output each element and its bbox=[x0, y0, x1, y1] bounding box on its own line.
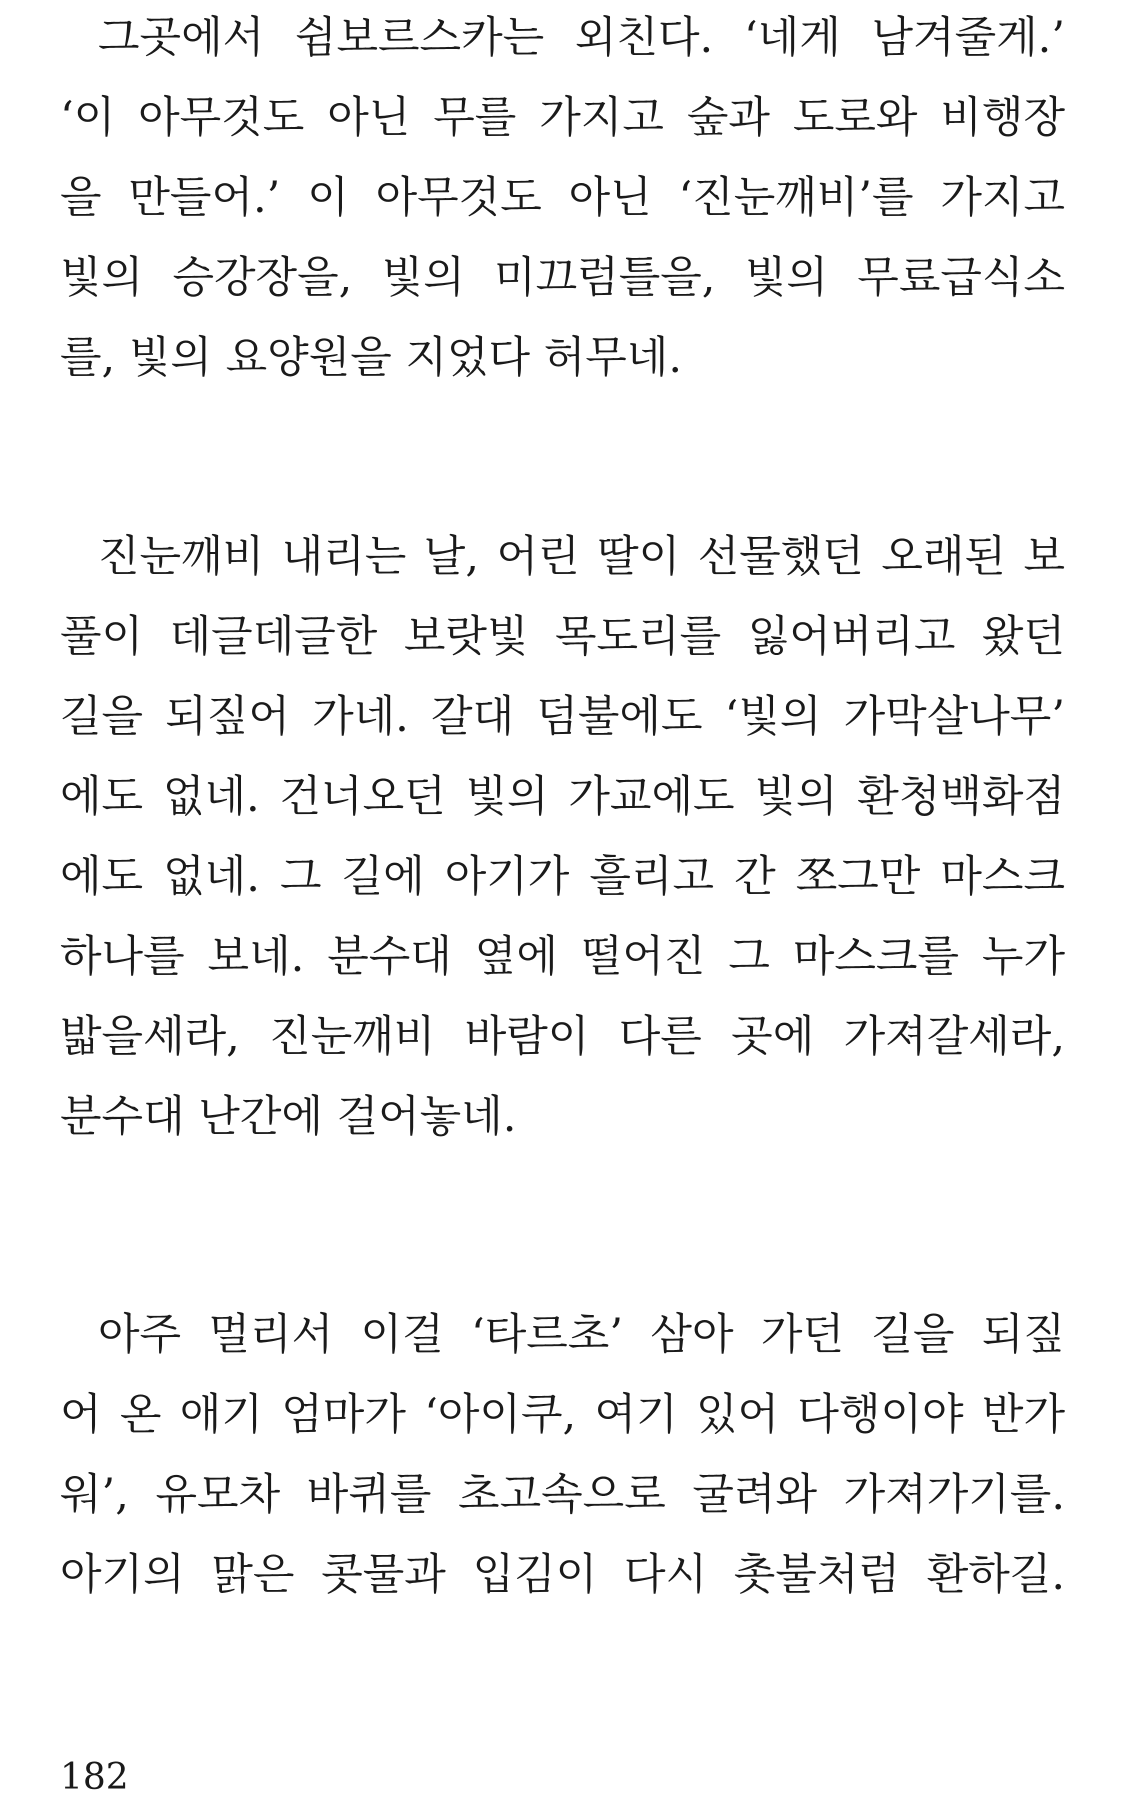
paragraph-1-line-2: ‘이 아무것도 아닌 무를 가지고 숲과 도로와 비행장 bbox=[60, 93, 1065, 143]
paragraph-2-line-8: 분수대 난간에 걸어놓네. bbox=[60, 1092, 517, 1142]
paragraph-3-line-3: 워’, 유모차 바퀴를 초고속으로 굴려와 가져가기를. bbox=[60, 1470, 1065, 1520]
paragraph-1-line-4: 빛의 승강장을, 빛의 미끄럼틀을, 빛의 무료급식소 bbox=[60, 253, 1065, 303]
paragraph-1-line-1: 그곳에서 쉼보르스카는 외친다. ‘네게 남겨줄게.’ bbox=[98, 13, 1065, 63]
paragraph-2-line-2: 풀이 데글데글한 보랏빛 목도리를 잃어버리고 왔던 bbox=[60, 612, 1065, 662]
paragraph-2-line-7: 밟을세라, 진눈깨비 바람이 다른 곳에 가져갈세라, bbox=[60, 1012, 1065, 1062]
paragraph-1-line-5: 를, 빛의 요양원을 지었다 허무네. bbox=[60, 333, 683, 383]
paragraph-2-line-3: 길을 되짚어 가네. 갈대 덤불에도 ‘빛의 가막살나무’ bbox=[60, 692, 1065, 742]
page-number: 182 bbox=[60, 1757, 129, 1798]
paragraph-2-line-1: 진눈깨비 내리는 날, 어린 딸이 선물했던 오래된 보 bbox=[98, 532, 1065, 582]
paragraph-3-line-4: 아기의 맑은 콧물과 입김이 다시 촛불처럼 환하길. bbox=[60, 1550, 1065, 1600]
paragraph-3-line-2: 어 온 애기 엄마가 ‘아이쿠, 여기 있어 다행이야 반가 bbox=[60, 1390, 1065, 1440]
paragraph-3-line-1: 아주 멀리서 이걸 ‘타르초’ 삼아 가던 길을 되짚 bbox=[98, 1310, 1065, 1360]
paragraph-2-line-4: 에도 없네. 건너오던 빛의 가교에도 빛의 환청백화점 bbox=[60, 772, 1065, 822]
paragraph-2-line-6: 하나를 보네. 분수대 옆에 떨어진 그 마스크를 누가 bbox=[60, 932, 1065, 982]
paragraph-2-line-5: 에도 없네. 그 길에 아기가 흘리고 간 쪼그만 마스크 bbox=[60, 852, 1065, 902]
paragraph-1-line-3: 을 만들어.’ 이 아무것도 아닌 ‘진눈깨비’를 가지고 bbox=[60, 173, 1065, 223]
